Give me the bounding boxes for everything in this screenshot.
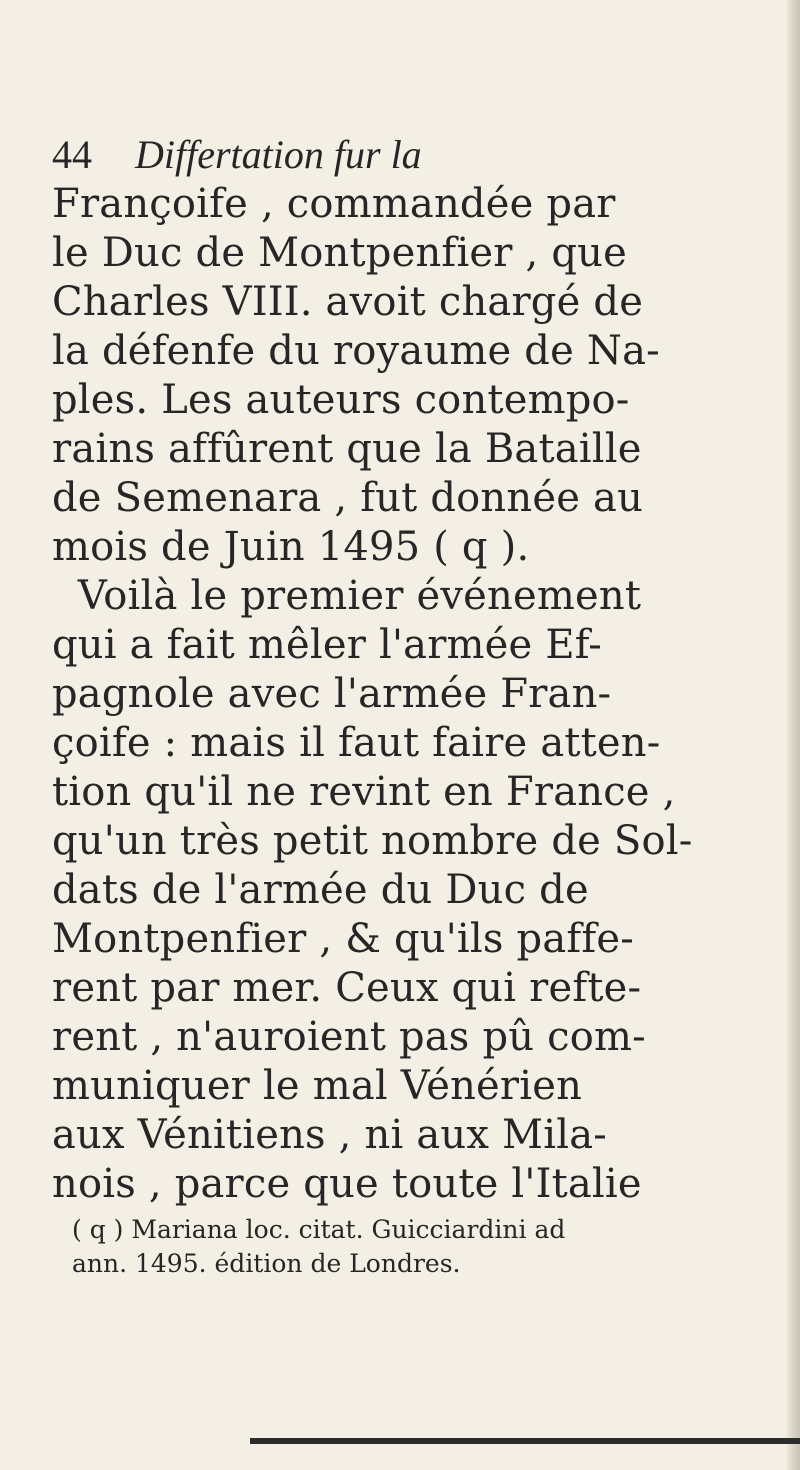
running-title: Differtation fur la [135,132,422,177]
text-line: qu'un très petit nombre de Sol- [52,818,693,864]
text-line: tion qu'il ne revint en France , [52,769,676,815]
page-header [52,130,752,180]
text-line: Montpenfier , & qu'ils paffe- [52,916,635,962]
text-line: mois de Juin 1495 ( q ). [52,524,530,570]
text-line: aux Vénitiens , ni aux Mila- [52,1112,607,1158]
text-line: rent par mer. Ceux qui refte- [52,965,642,1011]
footnote-line: ann. 1495. édition de Londres. [72,1249,461,1278]
text-line: dats de l'armée du Duc de [52,867,589,913]
text-line: Françoife , commandée par [52,181,616,227]
text-line: pagnole avec l'armée Fran- [52,671,612,717]
text-line: le Duc de Montpenfier , que [52,230,628,276]
text-line: muniquer le mal Vénérien [52,1063,583,1109]
text-line: Voilà le premier événement [52,573,642,619]
page-number: 44 [52,132,92,177]
text-line: Charles VIII. avoit chargé de [52,279,644,325]
footnote-line: ( q ) Mariana loc. citat. Guicciardini ad [72,1215,566,1244]
text-line: rains affûrent que la Bataille [52,426,642,472]
text-line: çoife : mais il faut faire atten- [52,720,661,766]
text-line: qui a fait mêler l'armée Ef- [52,622,603,668]
text-line: de Semenara , fut donnée au [52,475,644,521]
page-edge [786,0,800,1470]
text-line: ples. Les auteurs contempo- [52,377,630,423]
bottom-rule [250,1438,800,1444]
body-text [52,180,772,1281]
text-line: la défenfe du royaume de Na- [52,328,660,374]
text-line: rent , n'auroient pas pû com- [52,1014,646,1060]
text-line: nois , parce que toute l'Italie [52,1161,642,1207]
footnote [52,1213,772,1281]
